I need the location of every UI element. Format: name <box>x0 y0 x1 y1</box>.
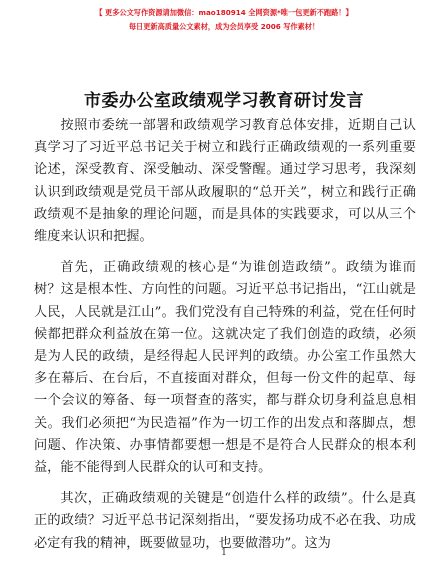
document-body <box>34 115 416 555</box>
paragraph-first-point: 首先，正确政绩观的核心是“为谁创造政绩”。政绩为谁而树？这是根本性、方向性的问题。习近平总书记指出，“江山就是人民，人民就是江山”。我们党没有自己特殊的利益，党在任何时候都把群众利益放在第一位。这就决定了我们创造的政绩，必须是为人民的政绩，是经得起人民评判的政绩。办公室工作虽然大多在幕后、在台后，不直接面对群众，但每一份文件的起草、每一个会议的筹备、每一项督查的落实，都与群众切身利益息息相关。我们必须把“为民造福”作为一切工作的出发点和落脚点，想问题、作决策、办事情都要想一想是不是符合人民群众的根本利益，能不能得到人民群众的认可和支持。 <box>34 260 416 476</box>
document-title: 市委办公室政绩观学习教育研讨发言 <box>84 91 364 111</box>
paragraph-gap <box>34 479 416 488</box>
paragraph-second-point: 其次，正确政绩观的关键是“创造什么样的政绩”。什么是真正的政绩？习近平总书记深刻指出，“要发扬功成不必在我、功成必定有我的精神，既要做显功，也要做潜功”。这为 <box>34 491 416 551</box>
promo-banner-line-2: 每日更新高质量公文素材，成为会员享受 2006 写作素材！ <box>128 22 320 31</box>
page-number: 1 <box>221 548 227 558</box>
promo-banner <box>0 6 448 34</box>
promo-banner-line-1: 【 更多公文写作资源请加微信：mao180914 全网资源*唯一包更新不跑路！】 <box>95 8 353 17</box>
paragraph-intro: 按照市委统一部署和政绩观学习教育总体安排，近期自己认真学习了习近平总书记关于树立和践行正确政绩观的一系列重要论述，深受教育、深受触动、深受警醒。通过学习思考，我深刻认识到政绩观是党员干部从政履职的“总开关”，树立和践行正确政绩观不是抽象的理论问题，而是具体的实践要求，可以从三个维度来认识和把握。 <box>34 118 416 245</box>
paragraph-gap <box>34 248 416 257</box>
